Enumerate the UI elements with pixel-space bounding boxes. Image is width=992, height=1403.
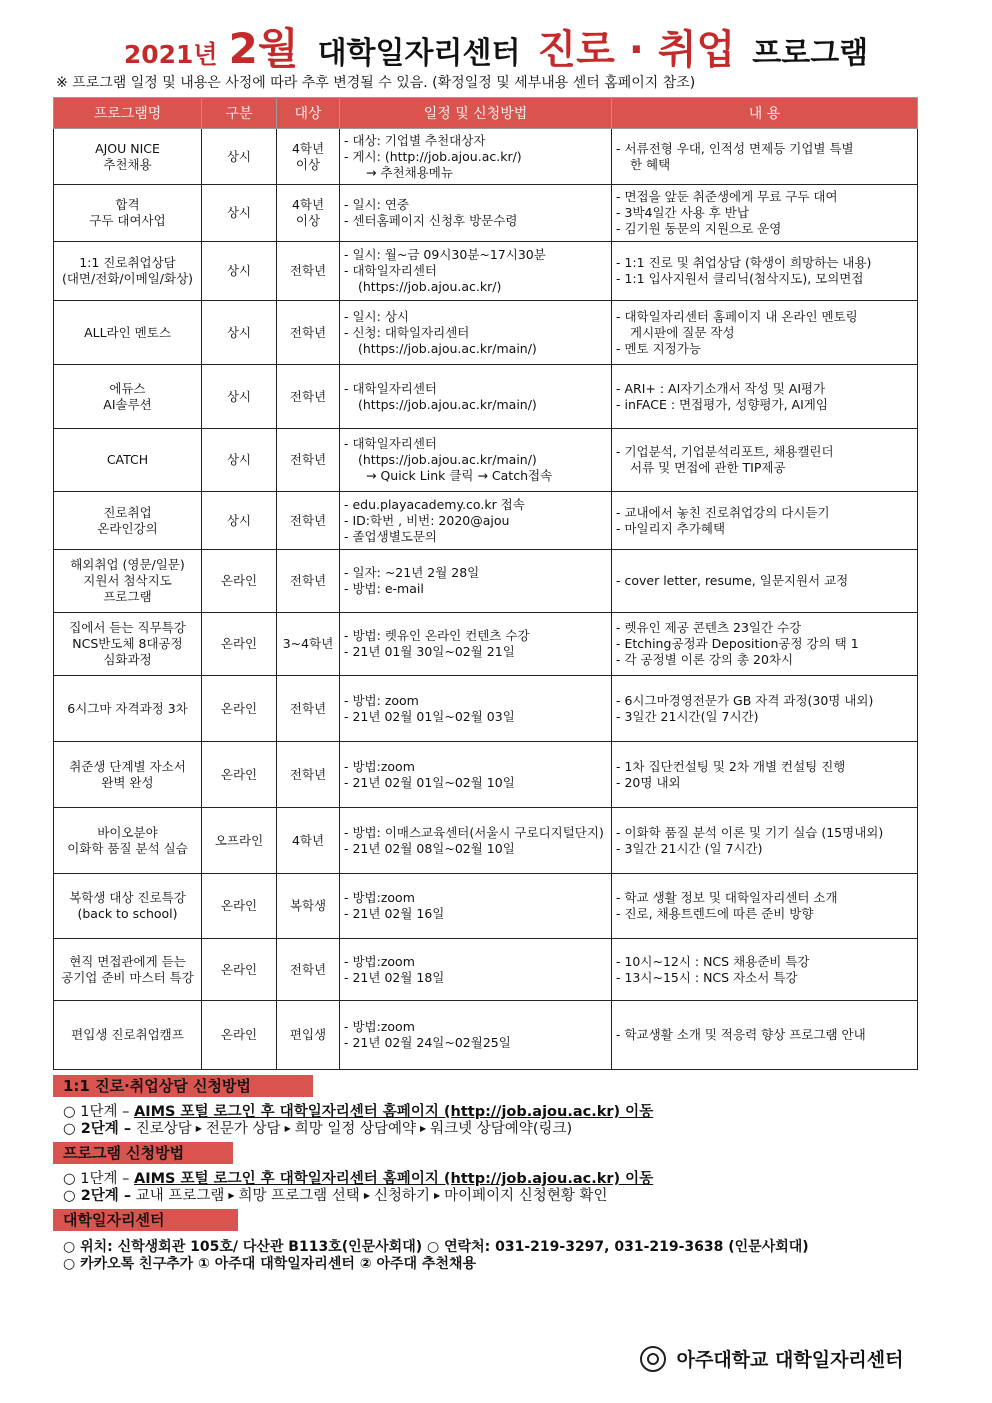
cell-content-line: - 1:1 입사지원서 클리닉(첨삭지도), 모의면접 (616, 271, 864, 286)
cell-content (612, 365, 918, 429)
cell-program-name (54, 185, 202, 242)
cell-schedule (340, 429, 612, 492)
cell-schedule-line: - 센터홈페이지 신청후 방문수령 (344, 213, 518, 228)
cell-type: 온라인 (202, 613, 277, 676)
cell-target-line: 전학년 (289, 263, 327, 278)
table-row (54, 129, 918, 185)
cell-target-line: 복학생 (289, 898, 327, 913)
cell-program-name-line: 에듀스 (109, 380, 146, 396)
cell-schedule-line: (https://job.ajou.ac.kr/main/) (358, 340, 537, 356)
table-row (54, 492, 918, 550)
cell-content-line: - 3일간 21시간 (일 7시간) (616, 840, 763, 856)
title-center: 대학일자리센터 (317, 36, 521, 71)
apply-step2-item: 교내 프로그램 (135, 1188, 225, 1204)
table-header-row (54, 98, 918, 129)
cell-program-name-line: 진로취업 (103, 504, 152, 520)
cell-type: 온라인 (202, 550, 277, 613)
cell-program-name-line: 이화학 품질 분석 실습 (67, 840, 188, 856)
arrow-right-icon: ▶ (363, 1191, 370, 1200)
cell-schedule (340, 492, 612, 550)
cell-schedule-line: → Quick Link 클릭 → Catch접속 (366, 468, 553, 483)
cell-program-name-line: (대면/전화/이메일/화상) (61, 271, 194, 286)
apply-step2-item: 희망 프로그램 선택 (238, 1188, 360, 1204)
title-year: 2021년 (123, 40, 218, 69)
cell-schedule-line: - 일자: ~21년 2월 28일 (344, 565, 480, 580)
cell-content-line: 게시판에 질문 작성 (630, 324, 735, 340)
cell-target (277, 808, 340, 874)
cell-content-line: - 멘토 지정가능 (616, 340, 701, 356)
cell-content (612, 939, 918, 1001)
cell-schedule (340, 242, 612, 301)
cell-program-name (54, 939, 202, 1001)
cell-content-line: - 3박4일간 사용 후 반납 (616, 205, 749, 220)
arrow-right-icon: ▶ (228, 1191, 235, 1200)
cell-type: 상시 (202, 365, 277, 429)
page-title (0, 16, 992, 76)
cell-program-name-line: CATCH (106, 452, 149, 467)
cell-program-name (54, 676, 202, 742)
cell-type: 상시 (202, 185, 277, 242)
cell-schedule-line: - 대학일자리센터 (344, 380, 438, 396)
cell-type: 온라인 (202, 939, 277, 1001)
center-location: ○ 위치: 신학생회관 105호/ 다산관 B113호(인문사회대) ○ 연락처: 031-219-3297, 031-219-3638 (인문사회대) (63, 1239, 809, 1255)
cell-content (612, 676, 918, 742)
cell-schedule (340, 676, 612, 742)
cell-program-name-line: 구두 대여사업 (89, 213, 166, 228)
cell-schedule (340, 550, 612, 613)
consult-step1-link[interactable]: AIMS 포털 로그인 후 대학일자리센터 홈페이지 (http://job.ajou.ac.kr) 이동 (133, 1104, 654, 1120)
cell-target-line: 전학년 (289, 512, 327, 528)
cell-program-name-line: 바이오분야 (97, 824, 158, 840)
cell-schedule-line: - 방법: 렛유인 온라인 컨텐츠 수강 (344, 628, 530, 643)
cell-content (612, 613, 918, 676)
cell-type: 오프라인 (202, 808, 277, 874)
table-row (54, 613, 918, 676)
program-table (53, 97, 918, 1070)
cell-program-name-line: AI솔루션 (103, 396, 152, 412)
apply-step1-link[interactable]: AIMS 포털 로그인 후 대학일자리센터 홈페이지 (http://job.ajou.ac.kr) 이동 (133, 1171, 654, 1187)
cell-program-name-line: 6시그마 자격과정 3차 (67, 700, 188, 716)
cell-target (277, 742, 340, 808)
cell-schedule-line: - 방법: e-mail (344, 581, 424, 596)
consult-step2 (63, 1120, 572, 1138)
cell-program-name-line: AJOU NICE (95, 140, 160, 156)
cell-schedule (340, 808, 612, 874)
cell-type: 상시 (202, 129, 277, 185)
cell-program-name (54, 874, 202, 939)
cell-schedule-line: - 대상: 기업별 추천대상자 (344, 132, 486, 148)
footer-text: 아주대학교 대학일자리센터 (676, 1349, 904, 1371)
consult-step2-prefix: ○ 2단계 – (63, 1121, 132, 1137)
center-kakao: ○ 카카오톡 친구추가 ① 아주대 대학일자리센터 ② 아주대 추천채용 (63, 1256, 477, 1272)
cell-schedule (340, 939, 612, 1001)
cell-schedule-line: - 방법:zoom (344, 890, 415, 905)
title-program: 프로그램 (752, 36, 869, 71)
cell-target (277, 301, 340, 365)
cell-target-line: 편입생 (289, 1027, 327, 1042)
cell-content-line: - 학교생활 소개 및 적응력 향상 프로그램 안내 (616, 1027, 866, 1042)
cell-content-line: - 기업분석, 기업분석리포트, 채용캘린더 (616, 444, 834, 459)
cell-target (277, 676, 340, 742)
cell-program-name (54, 492, 202, 550)
cell-program-name (54, 365, 202, 429)
cell-content-line: - 김기원 동문의 지원으로 운영 (616, 221, 782, 236)
cell-program-name-line: 온라인강의 (97, 520, 158, 536)
cell-program-name-line: 지원서 첨삭지도 (83, 573, 172, 588)
cell-content-line: - 서류전형 우대, 인적성 면제등 기업별 특별 (616, 140, 854, 156)
cell-program-name-line: 심화과정 (103, 652, 152, 667)
cell-content (612, 874, 918, 939)
cell-target-line: 4학년 (291, 140, 325, 156)
cell-program-name-line: 복학생 대상 진로특강 (69, 890, 186, 905)
cell-schedule-line: (https://job.ajou.ac.kr/) (358, 279, 502, 294)
arrow-right-icon: ▶ (420, 1124, 427, 1133)
cell-content (612, 129, 918, 185)
arrow-right-icon: ▶ (284, 1124, 291, 1133)
cell-target-line: 전학년 (289, 766, 327, 782)
cell-target-line: 전학년 (289, 961, 327, 977)
cell-schedule-line: (https://job.ajou.ac.kr/main/) (358, 396, 537, 412)
apply-label: 프로그램 신청방법 (53, 1142, 233, 1164)
table-row (54, 550, 918, 613)
cell-type: 온라인 (202, 874, 277, 939)
cell-schedule (340, 365, 612, 429)
university-seal-icon (640, 1346, 666, 1372)
consult-step1-prefix: ○ 1단계 – (63, 1104, 130, 1120)
cell-target-line: 전학년 (289, 388, 327, 404)
cell-type: 온라인 (202, 742, 277, 808)
cell-program-name-line: (back to school) (77, 906, 178, 921)
cell-target-line: 4학년 (291, 832, 325, 848)
cell-target (277, 129, 340, 185)
cell-content (612, 492, 918, 550)
cell-type: 상시 (202, 492, 277, 550)
table-row (54, 365, 918, 429)
cell-target (277, 492, 340, 550)
cell-type: 온라인 (202, 676, 277, 742)
cell-program-name (54, 129, 202, 185)
consult-step2-item: 전문가 상담 (205, 1121, 281, 1137)
cell-schedule (340, 185, 612, 242)
header-target: 대상 (277, 98, 340, 129)
cell-content (612, 242, 918, 301)
cell-program-name-line: 해외취업 (영문/일문) (70, 557, 185, 572)
cell-target-line: 전학년 (289, 452, 327, 467)
cell-content-line: - 진로, 채용트렌드에 따른 준비 방향 (616, 906, 814, 921)
cell-schedule (340, 613, 612, 676)
cell-content-line: - 13시~15시 : NCS 자소서 특강 (616, 969, 798, 985)
cell-program-name (54, 1001, 202, 1070)
apply-step2-prefix: ○ 2단계 – (63, 1188, 132, 1204)
table-row (54, 185, 918, 242)
cell-program-name (54, 429, 202, 492)
cell-schedule-line: - 일시: 상시 (344, 308, 409, 324)
cell-schedule-line: - 방법: zoom (344, 692, 419, 708)
cell-schedule-line: - 일시: 연중 (344, 197, 409, 212)
arrow-right-icon: ▶ (195, 1124, 202, 1133)
cell-schedule-line: - 대학일자리센터 (344, 263, 438, 278)
cell-program-name-line: 완벽 완성 (101, 774, 154, 790)
title-month: 2월 (228, 24, 299, 73)
cell-schedule-line: - 졸업생별도문의 (344, 528, 438, 544)
header-type: 구분 (202, 98, 277, 129)
cell-schedule-line: - 21년 02월 16일 (344, 906, 445, 921)
cell-schedule-line: - 신청: 대학일자리센터 (344, 324, 470, 340)
cell-program-name-line: 프로그램 (103, 589, 152, 604)
cell-type: 온라인 (202, 1001, 277, 1070)
cell-schedule-line: - 21년 02월 08일~02월 10일 (344, 840, 515, 856)
cell-content-line: - 마일리지 추가혜택 (616, 520, 726, 536)
title-career: 진로 · 취업 (537, 27, 736, 73)
cell-program-name-line: 합격 (115, 197, 140, 212)
cell-program-name (54, 550, 202, 613)
cell-content-line: - 면접을 앞둔 취준생에게 무료 구두 대여 (616, 189, 838, 204)
cell-target-line: 전학년 (289, 700, 327, 716)
cell-target (277, 550, 340, 613)
consult-step2-item: 희망 일정 상담예약 (294, 1121, 416, 1137)
cell-type: 상시 (202, 242, 277, 301)
arrow-right-icon: ▶ (434, 1191, 441, 1200)
center-label: 대학일자리센터 (53, 1209, 238, 1231)
cell-schedule-line: - 대학일자리센터 (344, 436, 438, 451)
cell-type: 상시 (202, 301, 277, 365)
cell-content-line: - inFACE : 면접평가, 성향평가, AI게임 (616, 396, 828, 412)
cell-program-name-line: 편입생 진로취업캠프 (71, 1027, 184, 1042)
cell-type: 상시 (202, 429, 277, 492)
cell-program-name (54, 742, 202, 808)
cell-target (277, 613, 340, 676)
cell-target-line: 이상 (295, 213, 321, 228)
cell-target-line: 이상 (295, 156, 321, 172)
header-program-name: 프로그램명 (54, 98, 202, 129)
cell-schedule (340, 1001, 612, 1070)
cell-program-name-line: ALL라인 멘토스 (84, 324, 171, 340)
consult-label: 1:1 진로·취업상담 신청방법 (53, 1075, 313, 1097)
cell-program-name (54, 301, 202, 365)
cell-content-line: - cover letter, resume, 일문지원서 교정 (616, 573, 849, 588)
cell-content-line: - 1차 집단컨설팅 및 2차 개별 컨설팅 진행 (616, 758, 846, 774)
cell-target (277, 939, 340, 1001)
cell-program-name-line: 1:1 진로취업상담 (79, 255, 176, 270)
cell-content-line: - Etching공정과 Deposition공정 강의 택 1 (616, 636, 859, 651)
cell-program-name (54, 242, 202, 301)
cell-schedule-line: (https://job.ajou.ac.kr/main/) (358, 452, 537, 467)
cell-schedule-line: - 21년 02월 01일~02월 10일 (344, 774, 515, 790)
cell-target-line: 전학년 (289, 324, 327, 340)
cell-target (277, 242, 340, 301)
cell-schedule-line: → 추천채용메뉴 (366, 164, 453, 180)
apply-step1-prefix: ○ 1단계 – (63, 1171, 130, 1187)
cell-program-name-line: 추천채용 (103, 156, 152, 172)
cell-target (277, 365, 340, 429)
cell-program-name-line: 집에서 듣는 직무특강 (69, 620, 186, 635)
cell-schedule-line: - 방법:zoom (344, 953, 415, 969)
table-row (54, 242, 918, 301)
cell-target-line: 4학년 (291, 197, 325, 212)
table-row (54, 742, 918, 808)
cell-content-line: - 각 공정별 이론 강의 총 20차시 (616, 652, 794, 667)
cell-program-name-line: 현직 면접관에게 듣는 (69, 953, 186, 969)
cell-content (612, 742, 918, 808)
cell-content-line: - 3일간 21시간(일 7시간) (616, 708, 759, 724)
cell-program-name (54, 613, 202, 676)
table-row (54, 676, 918, 742)
cell-content-line: - 20명 내외 (616, 774, 681, 790)
cell-schedule-line: - 방법: 이매스교육센터(서울시 구로디지털단지) (344, 824, 604, 840)
cell-schedule (340, 301, 612, 365)
cell-content-line: - 6시그마경영전문가 GB 자격 과정(30명 내외) (616, 692, 874, 708)
apply-step2 (63, 1187, 607, 1205)
cell-target (277, 185, 340, 242)
cell-content-line: 서류 및 면접에 관한 TIP제공 (630, 460, 786, 475)
cell-program-name-line: NCS반도체 8대공정 (72, 636, 183, 651)
cell-schedule (340, 874, 612, 939)
table-row (54, 301, 918, 365)
cell-program-name-line: 공기업 준비 마스터 특강 (61, 969, 194, 985)
cell-schedule (340, 742, 612, 808)
consult-step2-item: 진로상담 (135, 1121, 192, 1137)
cell-schedule-line: - 게시: (http://job.ajou.ac.kr/) (344, 148, 522, 164)
consult-step2-item: 워크넷 상담예약(링크) (430, 1121, 573, 1137)
cell-schedule-line: - 21년 02월 18일 (344, 969, 445, 985)
cell-schedule-line: - 21년 01월 30일~02월 21일 (344, 644, 515, 659)
cell-content (612, 550, 918, 613)
cell-content-line: - 대학일자리센터 홈페이지 내 온라인 멘토링 (616, 308, 858, 324)
cell-target (277, 429, 340, 492)
cell-content (612, 185, 918, 242)
table-row (54, 939, 918, 1001)
notice-text: ※ 프로그램 일정 및 내용은 사정에 따라 추후 변경될 수 있음. (확정일정 및 세부내용 센터 홈페이지 참조) (56, 75, 696, 91)
cell-target (277, 874, 340, 939)
cell-content-line: - 렛유인 제공 콘텐츠 23일간 수강 (616, 620, 802, 635)
cell-schedule-line: - 21년 02월 01일~02월 03일 (344, 708, 515, 724)
table-row (54, 1001, 918, 1070)
cell-content-line: - 10시~12시 : NCS 채용준비 특강 (616, 953, 810, 969)
cell-content-line: - 이화학 품질 분석 이론 및 기기 실습 (15명내외) (616, 824, 884, 840)
cell-schedule-line: - 방법:zoom (344, 1019, 415, 1034)
cell-target-line: 3~4학년 (282, 636, 334, 651)
table-row (54, 874, 918, 939)
cell-target-line: 전학년 (289, 573, 327, 588)
table-row (54, 429, 918, 492)
cell-content-line: - ARI+ : AI자기소개서 작성 및 AI평가 (616, 380, 826, 396)
cell-schedule-line: - 방법:zoom (344, 758, 415, 774)
cell-schedule (340, 129, 612, 185)
consult-step1 (63, 1103, 653, 1121)
cell-schedule-line: - edu.playacademy.co.kr 접속 (344, 496, 525, 512)
apply-step2-item: 마이페이지 신청현황 확인 (444, 1188, 608, 1204)
table-row (54, 808, 918, 874)
cell-content (612, 808, 918, 874)
header-content: 내 용 (612, 98, 918, 129)
cell-content (612, 1001, 918, 1070)
cell-schedule-line: - 일시: 월~금 09시30분~17시30분 (344, 247, 546, 262)
footer-logo (640, 1345, 904, 1372)
cell-content-line: - 학교 생활 정보 및 대학일자리센터 소개 (616, 890, 838, 905)
cell-content (612, 429, 918, 492)
cell-program-name (54, 808, 202, 874)
cell-content (612, 301, 918, 365)
cell-schedule-line: - 21년 02월 24일~02월25일 (344, 1035, 511, 1050)
apply-step1 (63, 1170, 653, 1188)
cell-content-line: 한 혜택 (630, 156, 671, 172)
cell-program-name-line: 취준생 단계별 자소서 (69, 758, 186, 774)
cell-target (277, 1001, 340, 1070)
cell-content-line: - 1:1 진로 및 취업상담 (학생이 희망하는 내용) (616, 255, 872, 270)
header-schedule: 일정 및 신청방법 (340, 98, 612, 129)
cell-schedule-line: - ID:학번 , 비번: 2020@ajou (344, 512, 510, 528)
cell-content-line: - 교내에서 놓친 진로취업강의 다시듣기 (616, 504, 830, 520)
apply-step2-item: 신청하기 (373, 1188, 430, 1204)
